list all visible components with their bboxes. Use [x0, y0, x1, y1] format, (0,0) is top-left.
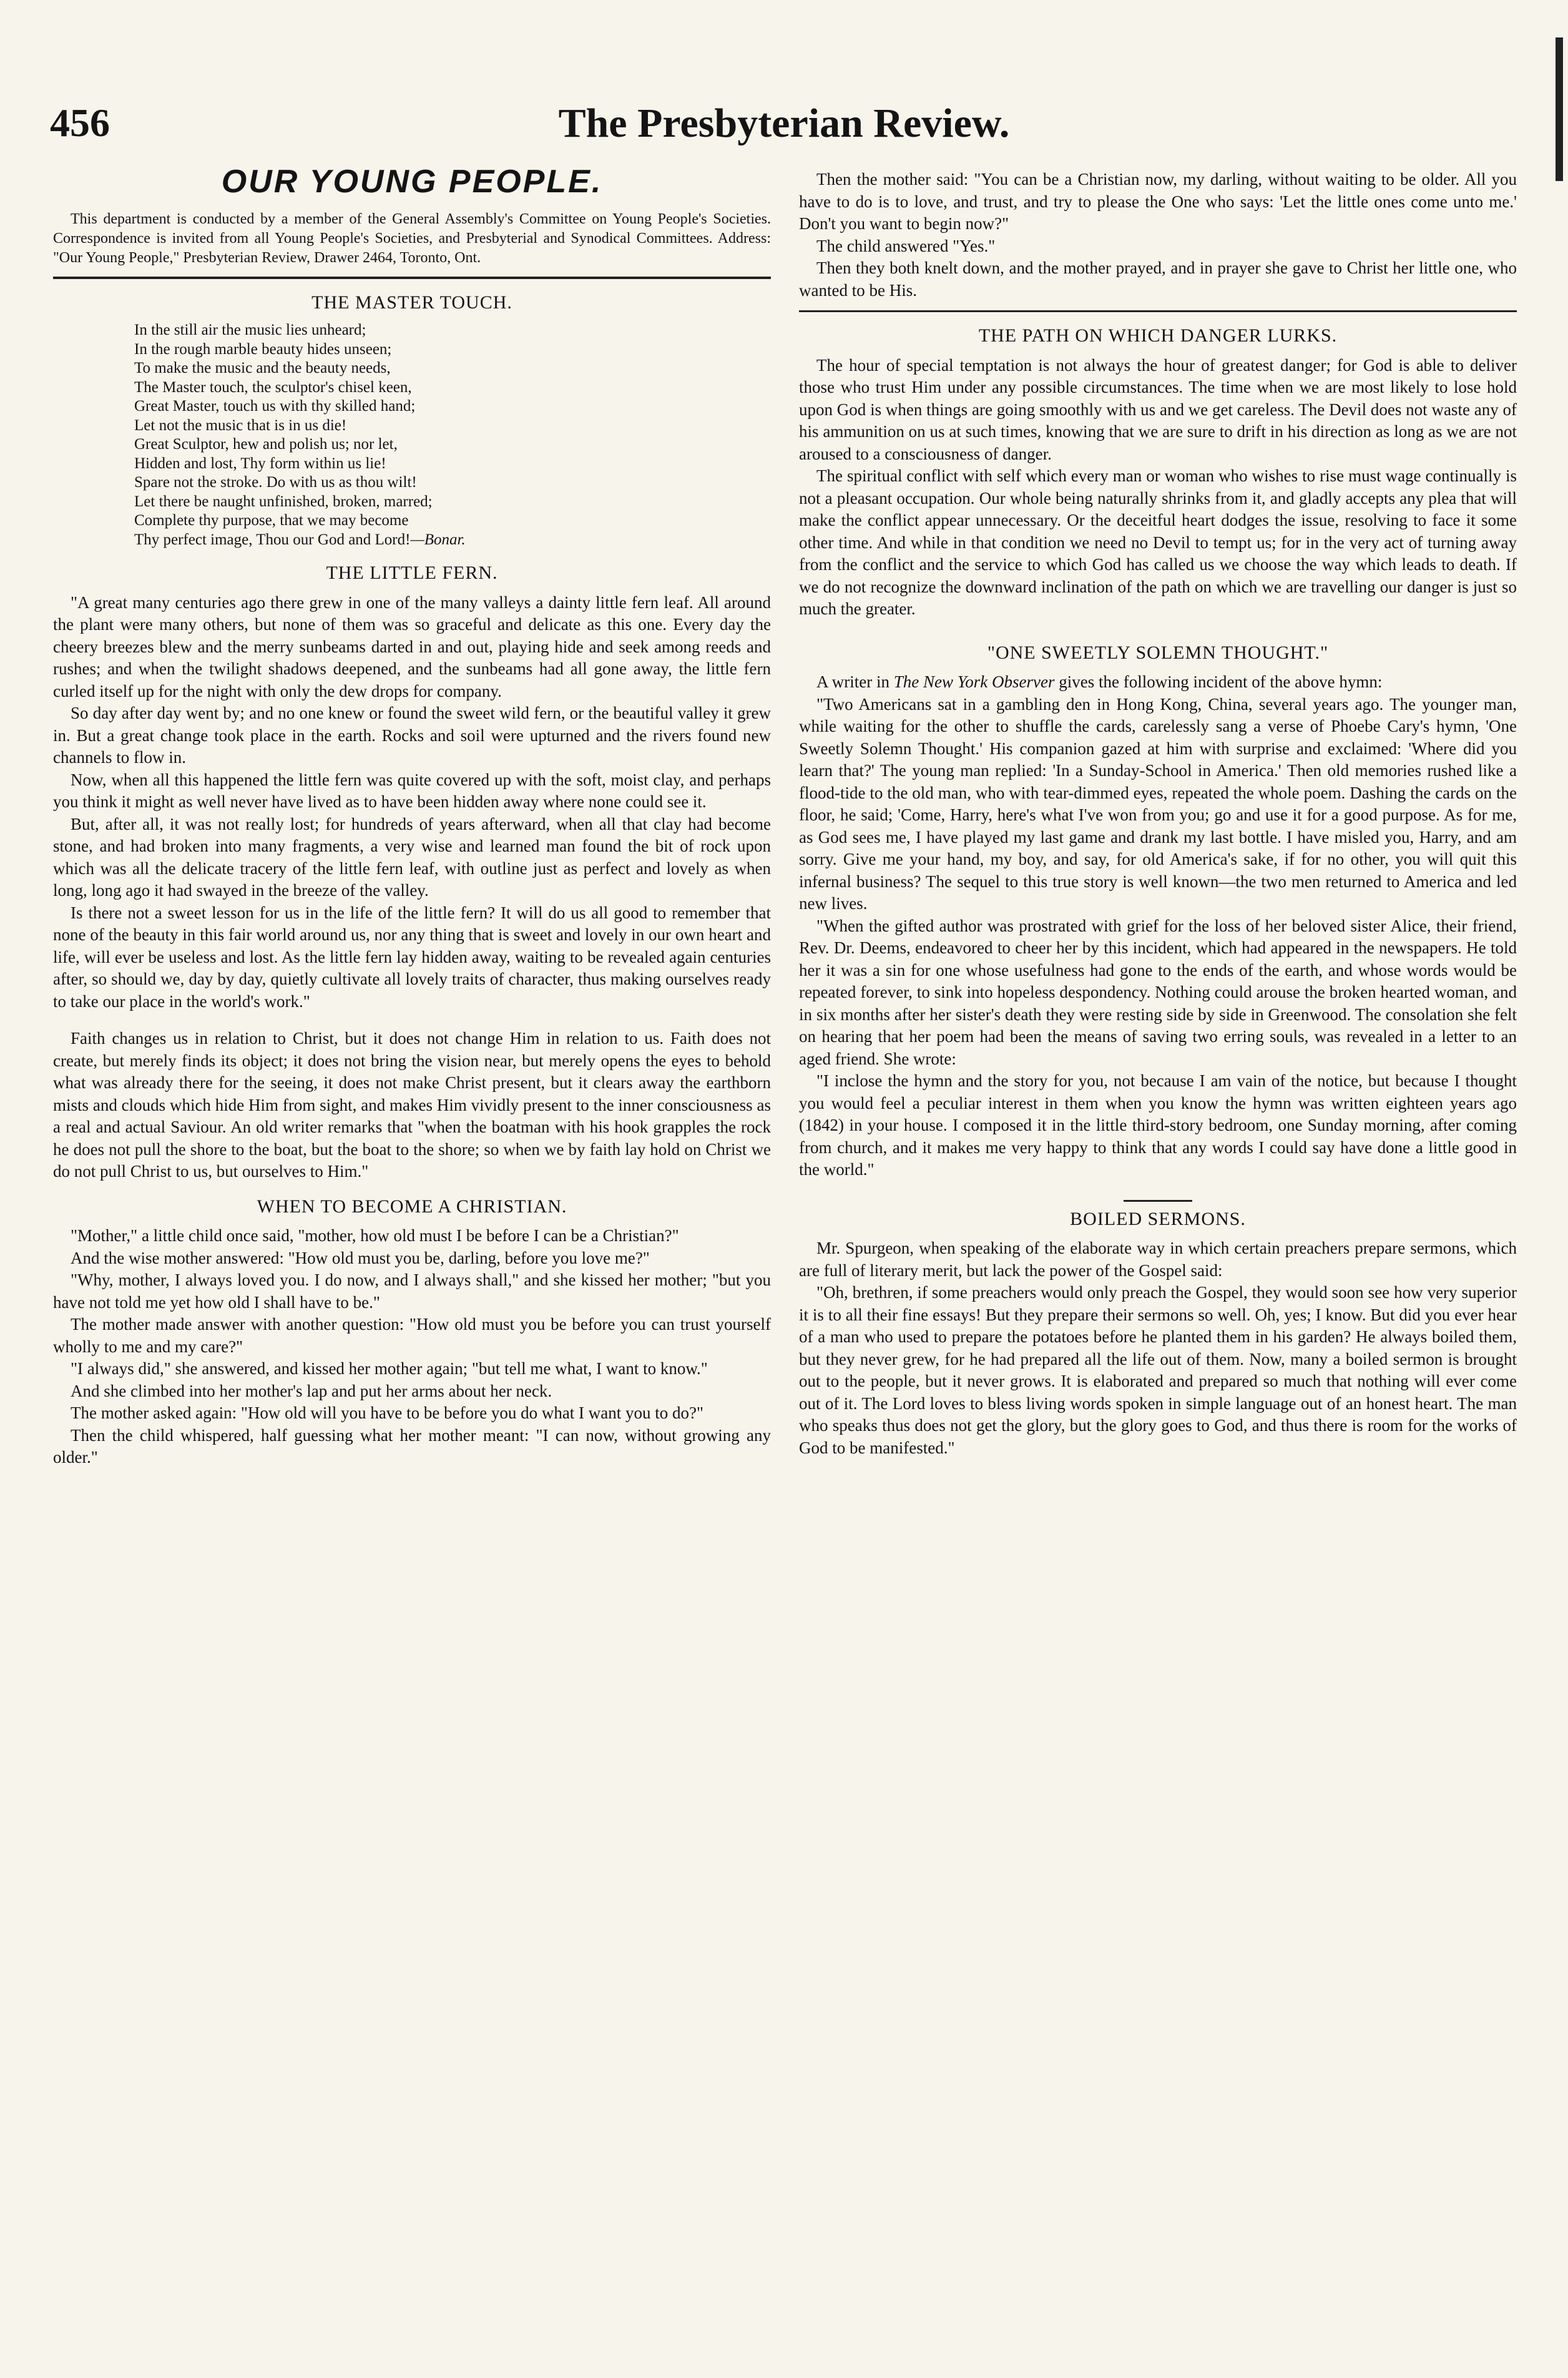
solemn-paragraph: "Two Americans sat in a gambling den in Hong Kong, China, several years ago. The younger man, while waiting for the other to shuffle the cards, carelessly sang a verse of Phoebe Cary's hymn, 'One Sweetly Solemn Thought.' His companion gazed at him with surprise and exclaimed: 'Where did you learn that?' The young man replied: 'In a Sunday-School in America.' Then old memories rushed like a flood-tide to the old man, who with tear-dimmed eyes, repeated the whole poem. Dashing the cards on the floor, he said; 'Come, Harry, here's what I've won from you; go and use it for a good purpose. As for me, as God sees me, I have played my last game and drank my last bottle. I have misled you, Harry, and am sorry. Give me your hand, my boy, and say, for old America's sake, if for no other, you will quit this infernal business? The sequel to this true story is well known—the two men returned to America and led new lives.: [799, 694, 1517, 913]
section-title: OUR YOUNG PEOPLE.: [221, 169, 603, 200]
christian-title: WHEN TO BECOME A CHRISTIAN.: [257, 1196, 567, 1217]
solemn-intro: [799, 671, 1517, 694]
divider: [799, 310, 1517, 312]
danger-paragraph: The spiritual conflict with self which every man or woman who wishes to rise must wage continually is not a pleasant occupation. Our whole being naturally shrinks from it, and gladly accepts any plea that will make the conflict appear unnecessary. Or the deceitful heart dodges the issue, resolving to face it some other time. And while in that condition we need no Devil to tempt us; for in the very act of turning away from the conflict and the service to which God has called us we choose the way which leads to death. If we do not recognize the downward inclination of the path on which we are travelling our danger is just so much the greater.: [799, 466, 1517, 618]
fern-paragraph: But, after all, it was not really lost; for hundreds of years afterward, when all that clay had become stone, and had broken into many fragments, a very wise and learned man found the bit of rock upon which was all the delicate tracery of the little fern leaf, with outline just as perfect and lovely as when long, long ago it had swayed in the breeze of the valley.: [53, 814, 771, 900]
poem-line: Complete thy purpose, that we may become: [134, 512, 409, 529]
poem-line: Great Master, touch us with thy skilled hand;: [134, 398, 416, 415]
poem-line: In the still air the music lies unheard;: [134, 322, 366, 338]
poem-author: —Bonar.: [410, 531, 466, 548]
page-number: 456: [50, 101, 110, 145]
christian-paragraph: "Mother," a little child once said, "mother, how old must I be before I can be a Christian?": [71, 1226, 679, 1245]
sermons-title: BOILED SERMONS.: [1070, 1208, 1246, 1229]
christian-continued-paragraph: The child answered "Yes.": [816, 236, 996, 255]
right-column: [799, 169, 1517, 2316]
fern-paragraph: "A great many centuries ago there grew in one of the many valleys a dainty little fern leaf. All around the plant were many others, but none of them was so graceful and delicate as this one. Every day the cheery breezes blew and the merry sunbeams darted in and out, playing hide and seek among reeds and rushes; and when the twilight shadows deepened, and the sunbeams had all gone away, the little fern curled itself up for the night with only the dew drops for company.: [53, 592, 771, 700]
christian-paragraph: The mother asked again: "How old will you have to be before you do what I want you to do?": [71, 1403, 704, 1422]
christian-paragraph: And the wise mother answered: "How old must you be, darling, before you love me?": [71, 1248, 650, 1267]
poem-line: The Master touch, the sculptor's chisel keen,: [134, 378, 412, 396]
fern-paragraph: Now, when all this happened the little fern was quite covered up with the soft, moist clay, and perhaps you think it might as well never have lived as to have been hidden away where none could see it.: [53, 770, 771, 811]
page-edge-mark: [1556, 37, 1563, 181]
christian-paragraph: "Why, mother, I always loved you. I do now, and I always shall," and she kissed her mother; "but you have not told me yet how old I shall have to be.": [53, 1270, 771, 1312]
solemn-title: "ONE SWEETLY SOLEMN THOUGHT.": [987, 642, 1329, 663]
solemn-intro-text: A writer in: [816, 672, 894, 691]
poem-line: Let not the music that is in us die!: [134, 416, 347, 434]
christian-continued-paragraph: Then they both knelt down, and the mother prayed, and in prayer she gave to Christ her little one, who wanted to be His.: [799, 258, 1517, 300]
fern-paragraph: So day after day went by; and no one knew or found the sweet wild fern, or the beautiful valley it grew in. But a great change took place in the earth. Rocks and soil were upturned and the rivers found new channels to flow in.: [53, 704, 771, 767]
poem-line: Hidden and lost, Thy form within us lie!: [134, 454, 386, 472]
poem-line: In the rough marble beauty hides unseen;: [134, 340, 392, 358]
divider: [1124, 1200, 1192, 1202]
sermons-paragraph: Mr. Spurgeon, when speaking of the elaborate way in which certain preachers prepare sermons, which are full of literary merit, but lack the power of the Gospel said:: [799, 1239, 1517, 1280]
fern-paragraph: Is there not a sweet lesson for us in the life of the little fern? It will do us all good to remember that none of the beauty in this fair world around us, nor any thing that is sweet and lovely in our own heart and life, will ever be useless and lost. As the little fern lay hidden away, waiting to be revealed again centuries after, so should we, day by day, quietly cultivate all lovely traits of character, thus making ourselves ready to take our place in the world's work.": [53, 903, 771, 1011]
sermons-paragraph: "Oh, brethren, if some preachers would only preach the Gospel, they would soon see how very superior it is to all their fine essays! But they prepare their sermons so well. Oh, yes; I know. But did you ever hear of a man who used to prepare the potatoes before he planted them in his garden? He always boiled them, but they never grew, for he had prepared all the life out of them. Now, many a boiled sermon is brought out to the people, but it never grows. It is elaborated and prepared so much that nothing will ever come out of it. The Lord loves to bless living words spoken in simple language out of an honest heart. The man who speaks thus does not get the glory, but the glory goes to God, and thus there is room for the works of God to be manifested.": [799, 1283, 1517, 1457]
christian-continued-paragraph: Then the mother said: "You can be a Christian now, my darling, without waiting to be older. All you have to do is to love, and trust, and try to please the One who says: 'Let the little ones come unto me.' Don't you want to begin now?": [799, 170, 1517, 233]
left-column: [53, 169, 771, 2316]
department-notice: This department is conducted by a member of the General Assembly's Committee on Young People's Societies. Correspondence is invited from all Young People's Societies, and Presbyterial and Synodical Committees. Address: "Our Young People," Presbyterian Review, Drawer 2464, Toronto, Ont.: [53, 210, 771, 266]
solemn-paragraph: "When the gifted author was prostrated with grief for the loss of her beloved sister Alice, their friend, Rev. Dr. Deems, endeavored to cheer her by this incident, which had appeared in the newspapers. He told her it was a sin for one whose usefulness had gone to the ends of the earth, and whose words would be repeated forever, to sink into hopeless despondency. Nothing could arouse the broken hearted woman, and in six months after her sister's death they were resting side by side in Greenwood. The consolation she felt on hearing that her poem had been the means of saving two erring souls, was revealed in a letter to an aged friend. She wrote:: [799, 916, 1517, 1068]
poem-line: Great Sculptor, hew and polish us; nor let,: [134, 436, 398, 453]
poem-line: Spare not the stroke. Do with us as thou wilt!: [134, 474, 417, 491]
solemn-paragraph: "I inclose the hymn and the story for you, not because I am vain of the notice, but because I thought you would feel a peculiar interest in them when you know the hymn was written eighteen years ago (1842) in your house. I composed it in the little third-story bedroom, one Sunday morning, after coming from church, and it makes me very happy to think that any words I could say have done a little good in the world.": [799, 1071, 1517, 1179]
christian-paragraph: And she climbed into her mother's lap and put her arms about her neck.: [71, 1381, 552, 1400]
journal-title: The Presbyterian Review.: [558, 101, 1010, 146]
christian-paragraph: The mother made answer with another question: "How old must you be before you can trust yourself wholly to me and my care?": [53, 1315, 771, 1356]
christian-paragraph: "I always did," she answered, and kissed her mother again; "but tell me what, I want to know.": [71, 1359, 708, 1378]
poem-title: THE MASTER TOUCH.: [311, 292, 512, 313]
danger-paragraph: The hour of special temptation is not always the hour of greatest danger; for God is able to deliver those who trust Him under any possible circumstances. The time when we are most likely to lose hold upon God is when things are going smoothly with us and we get careless. The Devil does not waste any of his ammunition on us at such times, knowing that we are sure to drift in his direction as long as we are not aroused to a consciousness of danger.: [799, 355, 1517, 463]
poem-body: [53, 321, 771, 549]
fern-title: THE LITTLE FERN.: [326, 563, 498, 583]
solemn-source: The New York Observer: [893, 672, 1055, 691]
poem-line: Let there be naught unfinished, broken, marred;: [134, 493, 433, 510]
poem-line: To make the music and the beauty needs,: [134, 360, 391, 376]
spacer: [53, 1013, 771, 1028]
poem-line: [134, 531, 771, 550]
page-header: [50, 100, 1518, 162]
christian-paragraph: Then the child whispered, half guessing what her mother meant: "I can now, without growing any older.": [53, 1425, 771, 1467]
solemn-intro-text: gives the following incident of the above hymn:: [1054, 672, 1383, 691]
poem-last-line: Thy perfect image, Thou our God and Lord!: [134, 531, 411, 548]
divider: [53, 277, 771, 279]
danger-title: THE PATH ON WHICH DANGER LURKS.: [978, 325, 1338, 346]
faith-paragraph: Faith changes us in relation to Christ, but it does not change Him in relation to us. Faith does not create, but merely finds its object; it does not bring the vision near, but merely opens the eyes to behold what was already there for the seeing, it does not make Christ present, but it clears away the earthborn mists and clouds which hide Him from sight, and makes Him vividly present to the inner consciousness as a real and actual Saviour. An old writer remarks that "when the boatman with his hook grapples the rock he does not pull the shore to the boat, but the boat to the shore; so when we by faith lay hold on Christ we do not pull Christ to us, but ourselves to Him.": [53, 1029, 771, 1181]
